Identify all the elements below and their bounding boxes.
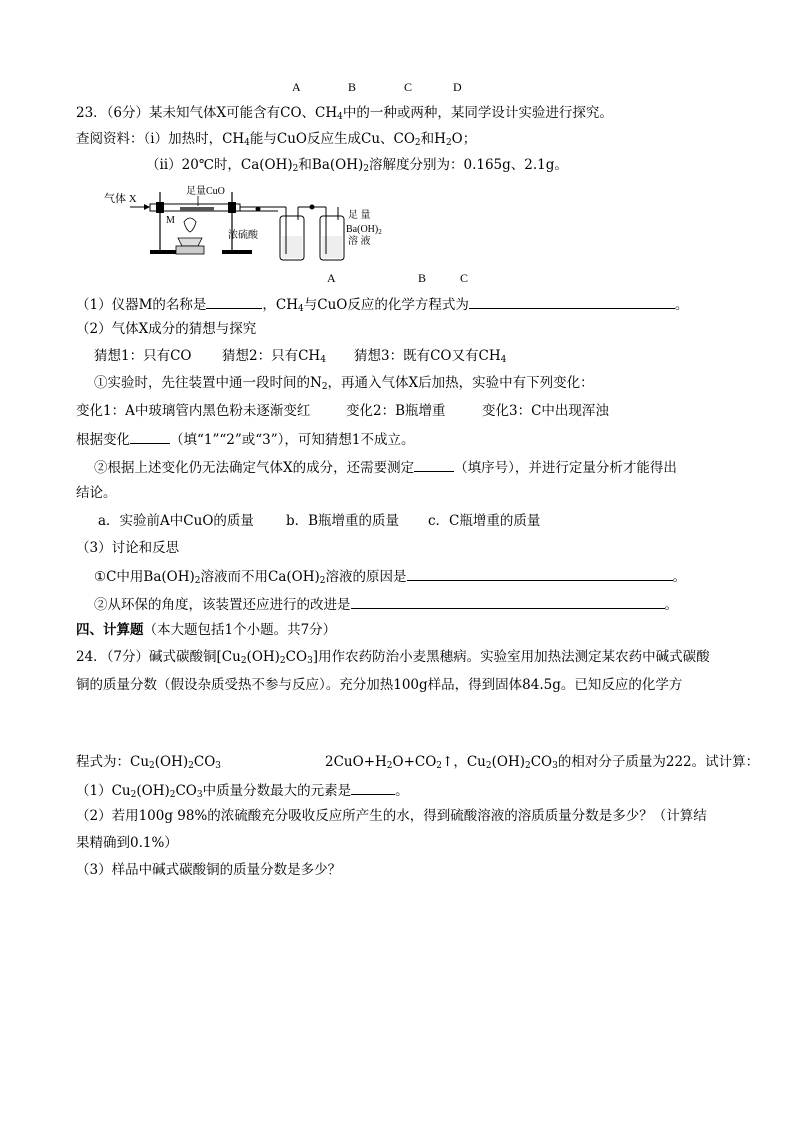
q23-title: 23．（6分）某未知气体X可能含有CO、$CH_4$中的一种或两种，某同学设计实验进行探究。 [76,105,613,122]
reflect-2: ②从环保的角度，该装置还应进行的改进是 。 [94,594,678,614]
option-b: b．B瓶增重的质量 [286,513,400,529]
q23-part-1: （1）仪器M的名称是 ，$CH_4$与CuO反应的化学方程式为 。 [76,294,688,314]
option-label-d: D [453,80,462,94]
q24-equation-line: 程式为：$Cu_2(OH)_2CO_3$ $2CuO+H_2O+CO_2↑$，$Cu_2(OH)_2CO_3$的相对分子质量为222。试计算： [76,754,760,771]
apparatus-diagram [100,180,382,264]
section-4-heading: 四、计算题（本大题包括1个小题。共7分） [76,622,337,638]
change-2: 变化2：B瓶增重 [346,403,446,419]
apparatus-label-b: B [418,271,427,285]
q24-line-1: 24．（7分）碱式碳酸铜$[Cu_2(OH)_2CO_3]$用作农药防治小麦黑穗病。实验室用加热法测定某农药中碱式碳酸 [76,649,710,666]
guess-3: 猜想3：既有CO又有$CH_4$ [354,348,507,365]
judge-line: 根据变化 （填“1”“2”或“3”），可知猜想1不成立。 [76,429,415,449]
apparatus-label-c: C [460,271,469,285]
baoh-label: $Ba(OH)_2$ [346,224,382,236]
q24-sub-2: （2）若用100g 98%的浓硫酸充分吸收反应所产生的水，得到硫酸溶液的溶质质量分数是多少？（计算结 [76,808,707,824]
guess-1: 猜想1：只有CO [94,348,192,364]
option-a: a．实验前A中CuO的质量 [98,513,254,529]
answer-blank-instrument[interactable] [206,294,262,309]
guess-2: 猜想2：只有$CH_4$ [222,348,326,365]
acid-label: 浓硫酸 [228,230,258,241]
option-label-a: A [292,80,301,94]
change-3: 变化3：C中出现浑浊 [482,403,609,419]
enough-label: 足 量 [348,210,371,221]
q23-info-1: 查阅资料：（ⅰ）加热时，$CH_4$能与CuO反应生成Cu、$CO_2$和$H_2O$； [76,131,477,148]
answer-blank-measure[interactable] [414,457,454,472]
m-label: M [166,215,175,226]
q23-part-2: （2）气体X成分的猜想与探究 [76,321,257,337]
option-label-b: B [348,80,357,94]
step-2-cont: 结论。 [76,485,117,501]
answer-blank-improvement[interactable] [351,594,665,609]
reflect-1: ①C中用$Ba(OH)_2$溶液而不用$Ca(OH)_2$溶液的原因是 。 [94,566,686,586]
option-label-c: C [404,80,413,94]
step-1: ①实验时，先往装置中通一段时间的$N_2$，再通入气体X后加热，实验中有下列变化： [94,375,594,392]
apparatus-label-a: A [327,271,336,285]
q24-sub-2-cont: 果精确到0.1%） [76,835,178,851]
q24-sub-3: （3）样品中碱式碳酸铜的质量分数是多少？ [76,862,342,878]
gas-x-label: 气体 X [104,193,137,205]
q24-sub-1: $(1)Cu_2(OH)_2CO_3$中质量分数最大的元素是 。 [76,780,409,800]
change-1: 变化1：A中玻璃管内黑色粉未逐渐变红 [76,403,311,419]
answer-blank-change[interactable] [130,429,170,444]
solution-label: 溶 液 [348,236,371,247]
q23-part-3: （3）讨论和反思 [76,540,180,556]
q24-line-2: 铜的质量分数（假设杂质受热不参与反应）。充分加热100g样品，得到固体84.5g。已知反应的化学方 [76,677,683,693]
q23-info-2: （ⅱ）20℃时，$Ca(OH)_2$和$Ba(OH)_2$溶解度分别为：0.165g、2.1g。 [146,157,568,174]
answer-blank-reason[interactable] [407,566,673,581]
cuo-label: 足量CuO [186,186,225,197]
answer-blank-equation[interactable] [469,294,675,309]
step-2: ②根据上述变化仍无法确定气体X的成分，还需要测定 （填序号），并进行定量分析才能得出 [94,457,677,477]
option-c: c．C瓶增重的质量 [428,513,541,529]
answer-blank-element[interactable] [351,780,395,795]
